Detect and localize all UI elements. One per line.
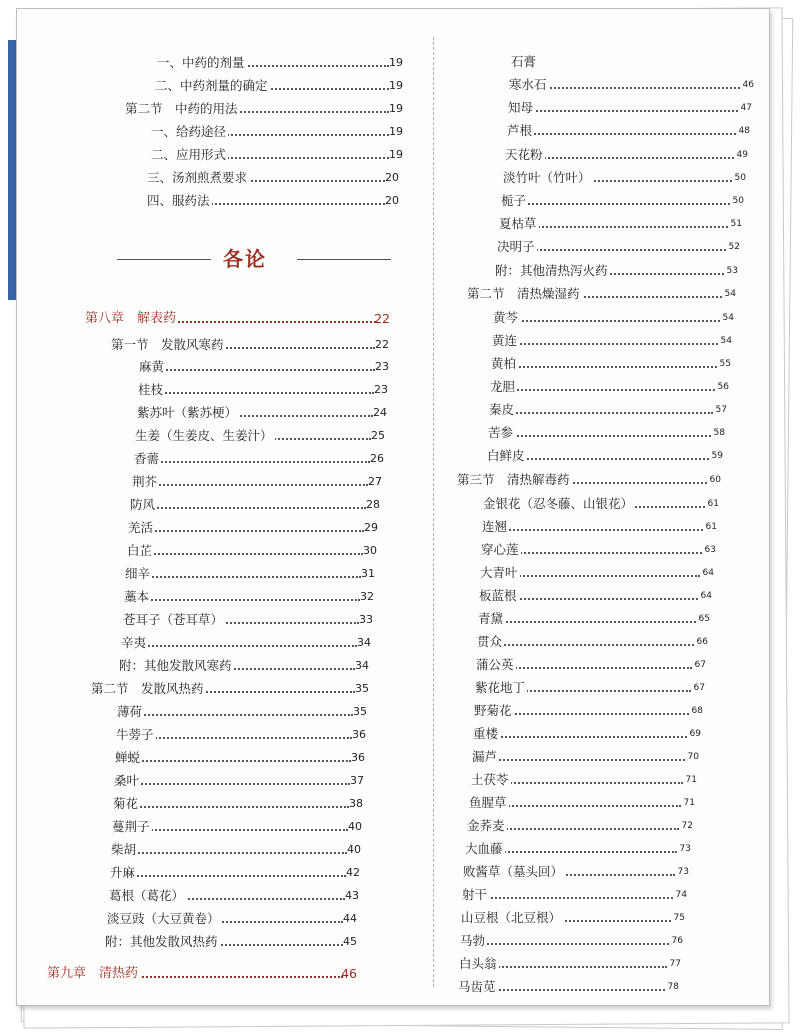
toc-section: 第二节 发散风热药 35 xyxy=(91,681,369,696)
toc-entry: 细辛 31 xyxy=(125,566,375,581)
toc-section: 第二节 清热燥湿药 54 xyxy=(467,286,736,301)
toc-entry: 白头翁 77 xyxy=(459,956,681,971)
toc-entry: 白鲜皮 59 xyxy=(487,448,723,463)
toc-entry: 生姜（生姜皮、生姜汁） 25 xyxy=(135,428,385,443)
toc-entry: 芦根 48 xyxy=(507,123,750,138)
toc-entry: 苦参 58 xyxy=(488,425,725,440)
toc-entry: 桑叶 37 xyxy=(114,773,364,788)
toc-entry: 羌活 29 xyxy=(128,520,378,535)
toc-entry: 蝉蜕 36 xyxy=(115,750,365,765)
toc-entry: 射干 74 xyxy=(462,887,687,902)
toc-entry: 柴胡 40 xyxy=(111,842,361,857)
toc-entry: 秦皮 57 xyxy=(489,402,727,417)
toc-entry: 黄连 54 xyxy=(492,333,732,348)
toc-entry: 三、汤剂煎煮要求 20 xyxy=(147,170,399,185)
toc-entry: 香薷 26 xyxy=(134,451,384,466)
toc-entry: 夏枯草 51 xyxy=(499,216,742,231)
toc-entry: 蔓荆子 40 xyxy=(112,819,362,834)
toc-entry: 附：其他发散风寒药 34 xyxy=(119,658,369,673)
toc-entry: 一、中药的剂量 19 xyxy=(157,55,403,70)
toc-entry: 土茯苓 71 xyxy=(471,772,697,787)
toc-entry: 天花粉 49 xyxy=(505,147,748,162)
toc-entry: 葛根（葛花） 43 xyxy=(109,888,359,903)
toc-entry: 附：其他发散风热药 45 xyxy=(105,934,357,949)
toc-entry: 金银花（忍冬藤、山银花） 61 xyxy=(483,496,719,511)
toc-entry: 淡豆豉（大豆黄卷） 44 xyxy=(107,911,357,926)
toc-section: 第二节 中药的用法 19 xyxy=(125,101,403,116)
toc-entry: 麻黄 23 xyxy=(139,359,389,374)
toc-entry: 桂枝 23 xyxy=(138,382,388,397)
toc-entry: 寒水石 46 xyxy=(509,77,754,92)
toc-entry: 荆芥 27 xyxy=(132,474,382,489)
toc-entry: 连翘 61 xyxy=(482,519,717,534)
toc-entry: 一、给药途径 19 xyxy=(151,124,403,139)
toc-entry: 蒲公英 67 xyxy=(476,657,706,672)
toc-entry: 石膏 xyxy=(511,54,537,69)
toc-entry: 附：其他清热泻火药 53 xyxy=(495,263,738,278)
toc-entry: 鱼腥草 71 xyxy=(469,795,695,810)
toc-entry: 黄柏 55 xyxy=(491,356,731,371)
toc-entry: 马勃 76 xyxy=(460,933,683,948)
heading-rule-left xyxy=(117,259,211,260)
toc-page xyxy=(16,8,770,1006)
toc-entry: 黄芩 54 xyxy=(493,310,734,325)
toc-entry: 苍耳子（苍耳草） 33 xyxy=(123,612,373,627)
toc-entry: 二、应用形式 19 xyxy=(151,147,403,162)
toc-entry: 野菊花 68 xyxy=(474,703,703,718)
toc-entry: 防风 28 xyxy=(130,497,380,512)
toc-entry: 菊花 38 xyxy=(113,796,363,811)
toc-entry: 知母 47 xyxy=(508,100,752,115)
toc-entry: 青黛 65 xyxy=(478,611,710,626)
heading-rule-right xyxy=(297,259,391,260)
toc-entry: 藁本 32 xyxy=(124,589,374,604)
toc-entry: 贯众 66 xyxy=(477,634,708,649)
toc-entry: 栀子 50 xyxy=(501,193,744,208)
toc-entry: 紫苏叶（紫苏梗） 24 xyxy=(137,405,387,420)
toc-section: 第一节 发散风寒药 22 xyxy=(111,337,389,352)
toc-entry: 薄荷 35 xyxy=(117,704,367,719)
toc-entry: 牛蒡子 36 xyxy=(116,727,366,742)
toc-entry: 大青叶 64 xyxy=(480,565,714,580)
toc-entry: 重楼 69 xyxy=(473,726,701,741)
toc-chapter: 第九章 清热药 46 xyxy=(47,966,357,981)
toc-entry: 金荞麦 72 xyxy=(467,818,693,833)
toc-entry: 山豆根（北豆根） 75 xyxy=(461,910,685,925)
section-heading xyxy=(117,241,417,281)
section-title: 各论 xyxy=(223,247,267,271)
toc-entry: 龙胆 56 xyxy=(490,379,729,394)
toc-entry: 板蓝根 64 xyxy=(479,588,712,603)
toc-entry: 二、中药剂量的确定 19 xyxy=(155,78,403,93)
toc-entry: 大血藤 73 xyxy=(465,841,691,856)
toc-entry: 四、服药法 20 xyxy=(147,193,399,208)
toc-chapter: 第八章 解表药 22 xyxy=(85,311,390,326)
toc-entry: 败酱草（墓头回） 73 xyxy=(463,864,689,879)
toc-entry: 漏芦 70 xyxy=(472,749,699,764)
column-divider xyxy=(433,37,436,987)
toc-entry: 决明子 52 xyxy=(497,239,740,254)
toc-entry: 紫花地丁 67 xyxy=(475,680,705,695)
toc-entry: 白芷 30 xyxy=(127,543,377,558)
toc-section: 第三节 清热解毒药 60 xyxy=(457,472,721,487)
toc-entry: 淡竹叶（竹叶） 50 xyxy=(503,170,746,185)
toc-entry: 辛夷 34 xyxy=(121,635,371,650)
toc-entry: 升麻 42 xyxy=(110,865,360,880)
toc-entry: 马齿苋 78 xyxy=(458,979,679,994)
toc-entry: 穿心莲 63 xyxy=(481,542,716,557)
